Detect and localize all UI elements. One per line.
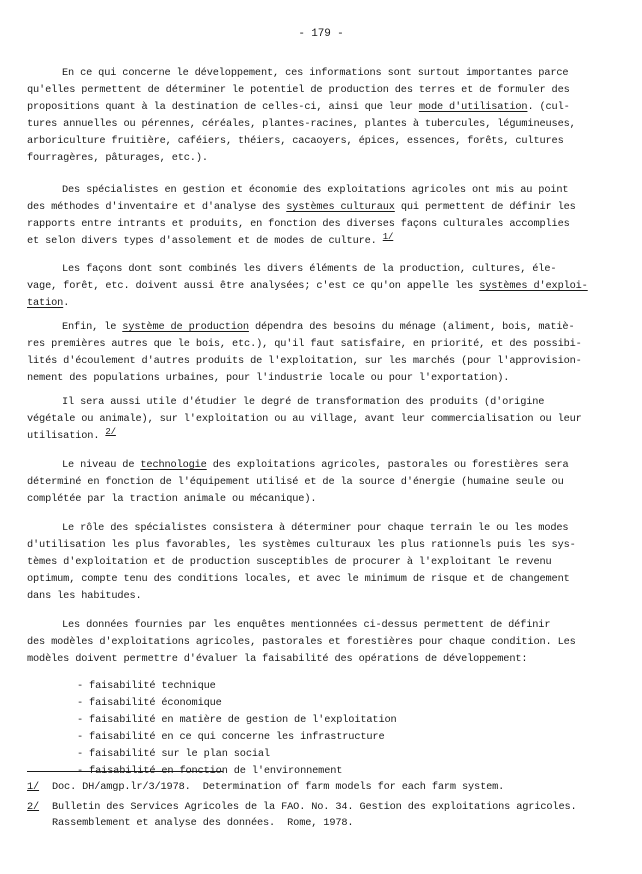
underlined-term: systèmes d'exploi- [479,280,588,292]
underlined-term: tation [27,297,64,309]
text-line: lités d'écoulement d'autres produits de l'exploitation, sur les marchés (pour l'approvision- [27,355,582,367]
text-line: rapports entre intrants et produits, en fonction des diverses façons culturales accomplies [27,218,570,230]
text-line: déterminé en fonction de l'équipement utilisé et de la source d'énergie (humaine seule ou [27,476,564,488]
footnote-ref-1[interactable]: 1/ [382,232,394,242]
text-line: optimum, compte tenu des conditions locales, et avec le minimum de risque et de changement [27,573,570,585]
underlined-term: technologie [140,459,207,471]
text-line: modèles doivent permettre d'évaluer la faisabilité des opérations de développement: [27,653,528,665]
footnote-ref-2[interactable]: 2/ [105,427,116,437]
text-line: Le rôle des spécialistes consistera à déterminer pour chaque terrain le ou les modes [62,522,569,534]
text-line: tures annuelles ou pérennes, céréales, plantes-racines, plantes à tubercules, légumineuses, [27,118,576,130]
list-item: - faisabilité en fonction de l'environnement [77,765,343,777]
footnote-divider [27,771,223,772]
text-line: Il sera aussi utile d'étudier le degré de transformation des produits (d'origine [62,396,545,408]
text-line: res premières autres que le bois, etc.), qu'il faut satisfaire, en priorité, et des possibi- [27,338,582,350]
text-run: Le niveau de [62,459,141,471]
text-line: tèmes d'exploitation et de production susceptibles de procurer à l'exploitant le revenu [27,556,552,568]
text-run: . (cul- [527,101,570,113]
list-item: - faisabilité sur le plan social [77,748,270,760]
list-item: - faisabilité économique [77,697,222,709]
text-run: utilisation. [27,430,106,442]
text-line [27,296,69,310]
text-line [27,429,116,443]
text-line: En ce qui concerne le développement, ces informations sont surtout importantes parce [62,67,569,79]
text-run: des méthodes d'inventaire et d'analyse des [27,201,287,213]
text-run: des exploitations agricoles, pastorales ou forestières sera [206,459,569,471]
underlined-term: systèmes culturaux [286,201,395,213]
footnote-text: Rassemblement et analyse des données. Rome, 1978. [52,817,354,829]
text-line [27,100,570,114]
text-line: Les données fournies par les enquêtes mentionnées ci-dessus permettent de définir [62,619,551,631]
text-run: et selon divers types d'assolement et de modes de culture. [27,235,383,247]
text-line: des modèles d'exploitations agricoles, pastorales et forestières pour chaque condition. Les [27,636,576,648]
footnote-text: Bulletin des Services Agricoles de la FAO. No. 34. Gestion des exploitations agricoles. [52,801,577,813]
text-run: vage, forêt, etc. doivent aussi être analysées; c'est ce qu'on appelle les [27,280,480,292]
text-line: Les façons dont sont combinés les divers éléments de la production, cultures, éle- [62,263,557,275]
text-line: arboriculture fruitière, caféiers, théiers, cacaoyers, épices, essences, forêts, cultures [27,135,564,147]
underlined-term: système de production [122,321,249,333]
footnote-number: 1/ [27,781,40,793]
text-line: d'utilisation les plus favorables, les systèmes culturaux les plus rationnels puis les sys- [27,539,576,551]
footnote-number: 2/ [27,801,40,813]
text-line [27,279,588,293]
text-line: nement des populations urbaines, pour l'industrie locale ou pour l'exportation). [27,372,510,384]
text-run: propositions quant à la destination de celles-ci, ainsi que leur [27,101,419,113]
text-run: qui permettent de définir les [394,201,576,213]
text-line: qu'elles permettent de déterminer le potentiel de production des terres et de formuler des [27,84,570,96]
text-line [62,320,575,334]
text-line [27,234,393,248]
text-line: fourragères, pâturages, etc.). [27,152,208,164]
text-line: dans les habitudes. [27,590,142,602]
page-number: - 179 - [298,28,344,40]
list-item: - faisabilité en ce qui concerne les infrastructure [77,731,385,743]
text-line [27,200,576,214]
footnote-text: Doc. DH/amgp.lr/3/1978. Determination of farm models for each farm system. [52,781,505,793]
underlined-term: mode d'utilisation [418,101,528,113]
text-line: Des spécialistes en gestion et économie des exploitations agricoles ont mis au point [62,184,569,196]
list-item: - faisabilité en matière de gestion de l'exploitation [77,714,397,726]
text-run: dépendra des besoins du ménage (aliment, bois, matiè- [248,321,575,333]
text-line: végétale ou animale), sur l'exploitation ou au village, avant leur commercialisation ou leur [27,413,582,425]
text-line [62,458,568,472]
list-item: - faisabilité technique [77,680,216,692]
text-line: complétée par la traction animale ou mécanique). [27,493,317,505]
text-run: . [63,297,70,309]
text-run: Enfin, le [62,321,123,333]
